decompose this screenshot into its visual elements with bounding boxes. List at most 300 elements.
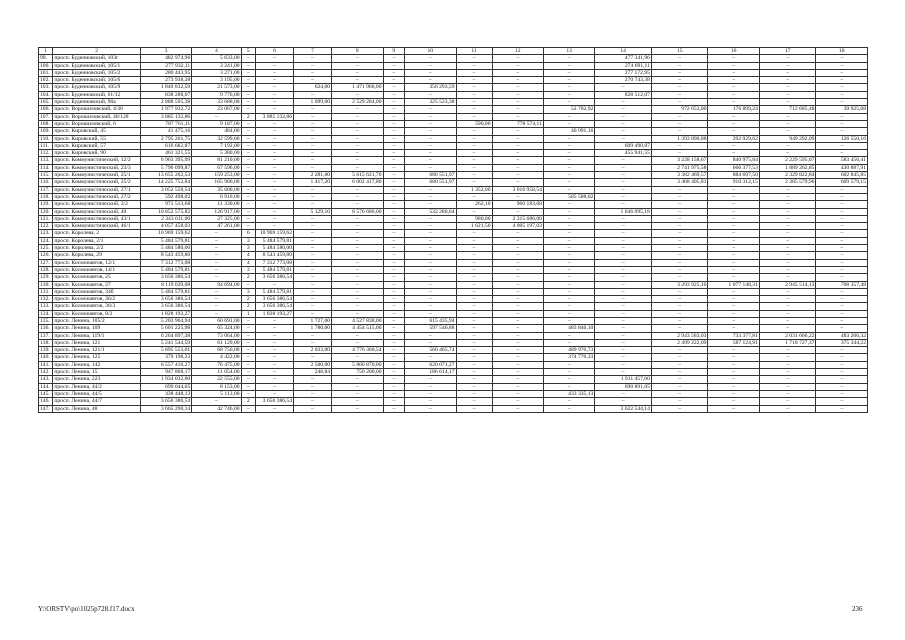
table-row bbox=[39, 303, 868, 310]
column-number: 4 bbox=[192, 48, 241, 55]
table-row bbox=[39, 266, 868, 273]
amount-cell: – bbox=[492, 55, 543, 62]
amount-cell: – bbox=[595, 186, 652, 193]
count-cell: 2 bbox=[241, 296, 255, 303]
amount-cell: 165 906,00 bbox=[192, 179, 241, 186]
amount-cell: – bbox=[456, 354, 492, 361]
row-number: 117. bbox=[39, 186, 53, 193]
amount-cell: – bbox=[543, 172, 594, 179]
amount-cell: – bbox=[383, 383, 405, 390]
amount-cell: – bbox=[492, 398, 543, 405]
amount-cell: – bbox=[708, 69, 759, 76]
amount-cell: – bbox=[255, 193, 293, 200]
amount-cell: – bbox=[595, 288, 652, 295]
amount-cell: 1 718 727,37 bbox=[759, 339, 816, 346]
address-cell: просп. Королева, 29 bbox=[53, 252, 140, 259]
amount-cell: – bbox=[255, 172, 293, 179]
table-row bbox=[39, 201, 868, 208]
amount-cell: – bbox=[651, 69, 708, 76]
amount-cell: – bbox=[816, 369, 868, 376]
table-row bbox=[39, 405, 868, 412]
table-row bbox=[39, 128, 868, 135]
table-row bbox=[39, 317, 868, 324]
amount-cell: – bbox=[595, 99, 652, 106]
amount-cell: – bbox=[383, 398, 405, 405]
amount-cell: – bbox=[405, 69, 456, 76]
amount-cell: – bbox=[543, 164, 594, 171]
table-row bbox=[39, 179, 868, 186]
amount-cell: – bbox=[332, 201, 383, 208]
amount-cell: 277 932,11 bbox=[140, 62, 191, 69]
amount-cell: – bbox=[595, 317, 652, 324]
amount-cell: – bbox=[332, 69, 383, 76]
amount-cell: 2 795 261,75 bbox=[140, 135, 191, 142]
amount-cell: – bbox=[492, 128, 543, 135]
amount-cell: – bbox=[456, 237, 492, 244]
table-body bbox=[39, 48, 868, 413]
amount-cell: – bbox=[405, 288, 456, 295]
amount-cell: – bbox=[816, 296, 868, 303]
table-row bbox=[39, 135, 868, 142]
amount-cell: 960 183,68 bbox=[492, 201, 543, 208]
amount-cell: – bbox=[595, 201, 652, 208]
amount-cell: – bbox=[332, 106, 383, 113]
amount-cell: – bbox=[456, 128, 492, 135]
amount-cell: 277 172,95 bbox=[595, 69, 652, 76]
amount-cell: – bbox=[595, 230, 652, 237]
address-cell: просп. Ленина, 121 bbox=[53, 339, 140, 346]
amount-cell: 5 129,10 bbox=[294, 208, 332, 215]
amount-cell: – bbox=[255, 383, 293, 390]
amount-cell: 61 129,00 bbox=[192, 339, 241, 346]
amount-cell: – bbox=[294, 354, 332, 361]
count-cell: – bbox=[241, 172, 255, 179]
amount-cell: – bbox=[332, 193, 383, 200]
amount-cell: – bbox=[492, 310, 543, 317]
amount-cell: – bbox=[332, 62, 383, 69]
amount-cell: 9 776,00 bbox=[192, 91, 241, 98]
amount-cell: – bbox=[492, 303, 543, 310]
row-number: 114. bbox=[39, 164, 53, 171]
amount-cell: – bbox=[492, 99, 543, 106]
table-row bbox=[39, 383, 868, 390]
amount-cell: – bbox=[492, 259, 543, 266]
amount-cell: – bbox=[405, 259, 456, 266]
amount-cell: – bbox=[294, 106, 332, 113]
address-cell: просп. Космонавтов, 8/2 bbox=[53, 310, 140, 317]
amount-cell: 4 057 458,03 bbox=[140, 223, 191, 230]
amount-cell: – bbox=[332, 77, 383, 84]
table-row bbox=[39, 120, 868, 127]
amount-cell: – bbox=[405, 376, 456, 383]
amount-cell: – bbox=[255, 164, 293, 171]
amount-cell: – bbox=[759, 369, 816, 376]
amount-cell: – bbox=[456, 296, 492, 303]
amount-cell: – bbox=[708, 237, 759, 244]
row-number: 131. bbox=[39, 288, 53, 295]
amount-cell: – bbox=[543, 150, 594, 157]
amount-cell: – bbox=[759, 208, 816, 215]
amount-cell: 374 776,33 bbox=[543, 354, 594, 361]
amount-cell: 7 312 773,08 bbox=[140, 259, 191, 266]
amount-cell: – bbox=[759, 55, 816, 62]
amount-cell: – bbox=[383, 274, 405, 281]
address-cell: просп. Буденновский, 105/2 bbox=[53, 69, 140, 76]
amount-cell: – bbox=[456, 361, 492, 368]
amount-cell: 3 665 290,14 bbox=[140, 405, 191, 412]
amount-cell: 980,00 bbox=[456, 215, 492, 222]
amount-cell: – bbox=[294, 398, 332, 405]
amount-cell: – bbox=[816, 361, 868, 368]
address-cell: просп. Коммунистический, 43/1 bbox=[53, 215, 140, 222]
amount-cell: – bbox=[383, 237, 405, 244]
amount-cell: 1 393 890,88 bbox=[651, 135, 708, 142]
amount-cell: – bbox=[816, 230, 868, 237]
column-number: 13 bbox=[543, 48, 594, 55]
amount-cell: – bbox=[405, 142, 456, 149]
amount-cell: 270 743,38 bbox=[595, 77, 652, 84]
amount-cell: – bbox=[708, 128, 759, 135]
amount-cell: – bbox=[651, 376, 708, 383]
amount-cell: 477 341,96 bbox=[595, 55, 652, 62]
amount-cell: 159 253,00 bbox=[192, 172, 241, 179]
amount-cell: – bbox=[456, 252, 492, 259]
amount-cell: – bbox=[255, 215, 293, 222]
amount-cell: – bbox=[816, 142, 868, 149]
amount-cell: 76 475,00 bbox=[192, 361, 241, 368]
amount-cell: – bbox=[543, 69, 594, 76]
amount-cell: – bbox=[708, 310, 759, 317]
amount-cell: – bbox=[816, 99, 868, 106]
amount-cell: – bbox=[759, 296, 816, 303]
table-row bbox=[39, 150, 868, 157]
amount-cell: – bbox=[332, 142, 383, 149]
amount-cell: – bbox=[651, 230, 708, 237]
row-number: 121. bbox=[39, 215, 53, 222]
amount-cell: 585 588,02 bbox=[543, 193, 594, 200]
amount-cell: 5 601 225,98 bbox=[140, 325, 191, 332]
amount-cell: 6 963 395,99 bbox=[140, 157, 191, 164]
amount-cell: – bbox=[543, 398, 594, 405]
amount-cell: – bbox=[255, 361, 293, 368]
amount-cell: 2 529 284,00 bbox=[332, 99, 383, 106]
amount-cell: 2 888 595,38 bbox=[140, 99, 191, 106]
address-cell: просп. Ворошиловский, 6 bbox=[53, 120, 140, 127]
amount-cell: 840 975,84 bbox=[708, 157, 759, 164]
row-number: 134. bbox=[39, 310, 53, 317]
amount-cell: – bbox=[456, 84, 492, 91]
amount-cell: – bbox=[492, 179, 543, 186]
amount-cell: – bbox=[759, 113, 816, 120]
amount-cell: – bbox=[595, 237, 652, 244]
amount-cell: – bbox=[543, 215, 594, 222]
amount-cell: – bbox=[543, 317, 594, 324]
amount-cell: – bbox=[456, 142, 492, 149]
amount-cell: – bbox=[543, 332, 594, 339]
table-row bbox=[39, 208, 868, 215]
count-cell: 6 bbox=[241, 230, 255, 237]
amount-cell: – bbox=[708, 142, 759, 149]
amount-cell: – bbox=[651, 361, 708, 368]
amount-cell: – bbox=[383, 266, 405, 273]
amount-cell: – bbox=[492, 157, 543, 164]
amount-cell: – bbox=[456, 91, 492, 98]
amount-cell: 4 422,00 bbox=[192, 354, 241, 361]
address-cell: просп. Ленина, 44/5 bbox=[53, 390, 140, 397]
table-row bbox=[39, 84, 868, 91]
amount-cell: – bbox=[456, 317, 492, 324]
row-number: 130. bbox=[39, 281, 53, 288]
amount-cell: – bbox=[595, 303, 652, 310]
amount-cell: – bbox=[192, 245, 241, 252]
amount-cell: 2 499 222,09 bbox=[651, 339, 708, 346]
amount-cell: – bbox=[708, 398, 759, 405]
amount-cell: – bbox=[332, 230, 383, 237]
count-cell: – bbox=[241, 55, 255, 62]
amount-cell: – bbox=[294, 55, 332, 62]
address-cell: просп. Коммунистический, 40 bbox=[53, 208, 140, 215]
amount-cell: – bbox=[816, 405, 868, 412]
amount-cell: – bbox=[708, 274, 759, 281]
column-number: 8 bbox=[332, 48, 383, 55]
amount-cell: – bbox=[651, 274, 708, 281]
amount-cell: – bbox=[492, 332, 543, 339]
amount-cell: – bbox=[595, 347, 652, 354]
amount-cell: 33 688,00 bbox=[192, 99, 241, 106]
amount-cell: – bbox=[492, 106, 543, 113]
amount-cell: – bbox=[543, 288, 594, 295]
amount-cell: 1 646 095,18 bbox=[595, 208, 652, 215]
count-cell: – bbox=[241, 223, 255, 230]
amount-cell: – bbox=[543, 245, 594, 252]
count-cell: – bbox=[241, 347, 255, 354]
amount-cell: 1 099,00 bbox=[294, 99, 332, 106]
amount-cell: 3 885 132,86 bbox=[255, 113, 293, 120]
amount-cell: 3 241,00 bbox=[192, 62, 241, 69]
amount-cell: – bbox=[405, 390, 456, 397]
row-number: 122. bbox=[39, 223, 53, 230]
column-number: 15 bbox=[651, 48, 708, 55]
amount-cell: 5 484 579,81 bbox=[140, 266, 191, 273]
amount-cell: – bbox=[192, 296, 241, 303]
address-cell: просп. Ворошиловский, 40/128 bbox=[53, 113, 140, 120]
amount-cell: – bbox=[708, 317, 759, 324]
amount-cell: 8 543 459,80 bbox=[140, 252, 191, 259]
amount-cell: 884 697,50 bbox=[708, 172, 759, 179]
amount-cell: 67 596,00 bbox=[192, 164, 241, 171]
amount-cell: – bbox=[383, 113, 405, 120]
amount-cell: – bbox=[595, 369, 652, 376]
amount-cell: – bbox=[595, 223, 652, 230]
amount-cell: – bbox=[651, 317, 708, 324]
amount-cell: – bbox=[816, 259, 868, 266]
table-row bbox=[39, 113, 868, 120]
amount-cell: – bbox=[759, 142, 816, 149]
address-cell: просп. Ленина, 119/1 bbox=[53, 332, 140, 339]
count-cell: – bbox=[241, 369, 255, 376]
amount-cell: – bbox=[332, 288, 383, 295]
amount-cell: – bbox=[543, 223, 594, 230]
amount-cell: – bbox=[759, 62, 816, 69]
amount-cell: – bbox=[332, 164, 383, 171]
amount-cell: – bbox=[543, 405, 594, 412]
amount-cell: – bbox=[816, 317, 868, 324]
row-number: 132. bbox=[39, 296, 53, 303]
amount-cell: – bbox=[543, 230, 594, 237]
amount-cell: 40 991,16 bbox=[543, 128, 594, 135]
amount-cell: – bbox=[405, 55, 456, 62]
amount-cell: – bbox=[651, 55, 708, 62]
amount-cell: – bbox=[332, 274, 383, 281]
row-number: 136. bbox=[39, 325, 53, 332]
amount-cell: 3 656 386,54 bbox=[255, 296, 293, 303]
amount-cell: 620 071,27 bbox=[405, 361, 456, 368]
amount-cell: – bbox=[492, 347, 543, 354]
amount-cell: – bbox=[651, 390, 708, 397]
amount-cell: – bbox=[759, 259, 816, 266]
amount-cell: – bbox=[405, 223, 456, 230]
amount-cell: – bbox=[595, 157, 652, 164]
amount-cell: – bbox=[759, 390, 816, 397]
amount-cell: – bbox=[456, 150, 492, 157]
amount-cell: – bbox=[332, 186, 383, 193]
table-row bbox=[39, 172, 868, 179]
amount-cell: – bbox=[294, 186, 332, 193]
amount-cell: – bbox=[192, 266, 241, 273]
amount-cell: – bbox=[816, 390, 868, 397]
amount-cell: – bbox=[816, 120, 868, 127]
amount-cell: – bbox=[456, 106, 492, 113]
amount-cell: – bbox=[816, 303, 868, 310]
amount-cell: 708 357,48 bbox=[816, 281, 868, 288]
column-number: 17 bbox=[759, 48, 816, 55]
amount-cell: – bbox=[816, 62, 868, 69]
amount-cell: – bbox=[383, 164, 405, 171]
address-cell: просп. Ленина, 44/2 bbox=[53, 383, 140, 390]
address-cell: просп. Коммунистический, 25/2 bbox=[53, 179, 140, 186]
amount-cell: – bbox=[816, 55, 868, 62]
amount-cell: – bbox=[332, 120, 383, 127]
amount-cell: – bbox=[651, 266, 708, 273]
amount-cell: 32 599,00 bbox=[192, 135, 241, 142]
count-cell: 1 bbox=[241, 310, 255, 317]
column-number: 14 bbox=[595, 48, 652, 55]
amount-cell: – bbox=[255, 91, 293, 98]
amount-cell: – bbox=[651, 62, 708, 69]
amount-cell: – bbox=[708, 347, 759, 354]
amount-cell: – bbox=[492, 288, 543, 295]
amount-cell: – bbox=[294, 230, 332, 237]
amount-cell: 2 943 583,03 bbox=[651, 332, 708, 339]
row-number: 116. bbox=[39, 179, 53, 186]
amount-cell: – bbox=[708, 150, 759, 157]
row-number: 112. bbox=[39, 150, 53, 157]
amount-cell: 3 656 386,54 bbox=[140, 303, 191, 310]
amount-cell: 624,00 bbox=[294, 84, 332, 91]
amount-cell: – bbox=[816, 113, 868, 120]
table-row bbox=[39, 398, 868, 405]
count-cell: – bbox=[241, 157, 255, 164]
amount-cell: 971 513,68 bbox=[140, 201, 191, 208]
amount-cell: – bbox=[759, 317, 816, 324]
amount-cell: 838 288,07 bbox=[140, 91, 191, 98]
amount-cell: 484,00 bbox=[192, 128, 241, 135]
amount-cell: – bbox=[456, 390, 492, 397]
amount-cell: – bbox=[595, 172, 652, 179]
amount-cell: – bbox=[294, 303, 332, 310]
address-cell: просп. Королева, 2 bbox=[53, 230, 140, 237]
amount-cell: – bbox=[816, 69, 868, 76]
amount-cell: 176 899,24 bbox=[708, 106, 759, 113]
amount-cell: – bbox=[759, 150, 816, 157]
amount-cell: – bbox=[332, 223, 383, 230]
count-cell: 4 bbox=[241, 252, 255, 259]
amount-cell: 6 910,00 bbox=[192, 193, 241, 200]
amount-cell: – bbox=[492, 62, 543, 69]
amount-cell: – bbox=[405, 135, 456, 142]
amount-cell: 3 016 958,54 bbox=[492, 186, 543, 193]
amount-cell: – bbox=[816, 193, 868, 200]
amount-cell: – bbox=[543, 361, 594, 368]
amount-cell: – bbox=[759, 237, 816, 244]
amount-cell: 3 228 158,67 bbox=[651, 157, 708, 164]
amount-cell: 4 776 360,54 bbox=[332, 347, 383, 354]
amount-cell: – bbox=[651, 142, 708, 149]
amount-cell: – bbox=[192, 303, 241, 310]
table-row bbox=[39, 142, 868, 149]
amount-cell: 248,84 bbox=[294, 369, 332, 376]
amount-cell: – bbox=[708, 383, 759, 390]
amount-cell: – bbox=[708, 361, 759, 368]
amount-cell: – bbox=[816, 150, 868, 157]
amount-cell: 23 067,00 bbox=[192, 106, 241, 113]
count-cell: – bbox=[241, 208, 255, 215]
amount-cell: – bbox=[405, 77, 456, 84]
row-number: 126. bbox=[39, 252, 53, 259]
amount-cell: – bbox=[651, 259, 708, 266]
amount-cell: 455 941,55 bbox=[595, 150, 652, 157]
amount-cell: 8 119 639,08 bbox=[140, 281, 191, 288]
amount-cell: – bbox=[492, 84, 543, 91]
amount-cell: – bbox=[383, 128, 405, 135]
amount-cell: – bbox=[759, 245, 816, 252]
amount-cell: 8 576 686,00 bbox=[332, 208, 383, 215]
amount-cell: – bbox=[192, 259, 241, 266]
amount-cell: – bbox=[708, 245, 759, 252]
row-number: 147. bbox=[39, 405, 53, 412]
amount-cell: 2 031 666,22 bbox=[759, 332, 816, 339]
amount-cell: – bbox=[294, 142, 332, 149]
address-cell: просп. Ленина, 121/1 bbox=[53, 347, 140, 354]
amount-cell: – bbox=[332, 303, 383, 310]
amount-cell: – bbox=[405, 245, 456, 252]
amount-cell: 2 281,00 bbox=[294, 172, 332, 179]
amount-cell: 8 153,00 bbox=[192, 383, 241, 390]
row-number: 103. bbox=[39, 84, 53, 91]
amount-cell: 3 293 925,16 bbox=[651, 281, 708, 288]
table-row bbox=[39, 223, 868, 230]
amount-cell: – bbox=[332, 332, 383, 339]
amount-cell: – bbox=[456, 193, 492, 200]
count-cell: – bbox=[241, 390, 255, 397]
row-number: 119. bbox=[39, 201, 53, 208]
amount-cell: – bbox=[759, 193, 816, 200]
amount-cell: – bbox=[405, 113, 456, 120]
amount-cell: – bbox=[651, 186, 708, 193]
amount-cell: – bbox=[294, 113, 332, 120]
amount-cell: – bbox=[543, 179, 594, 186]
amount-cell: – bbox=[456, 266, 492, 273]
